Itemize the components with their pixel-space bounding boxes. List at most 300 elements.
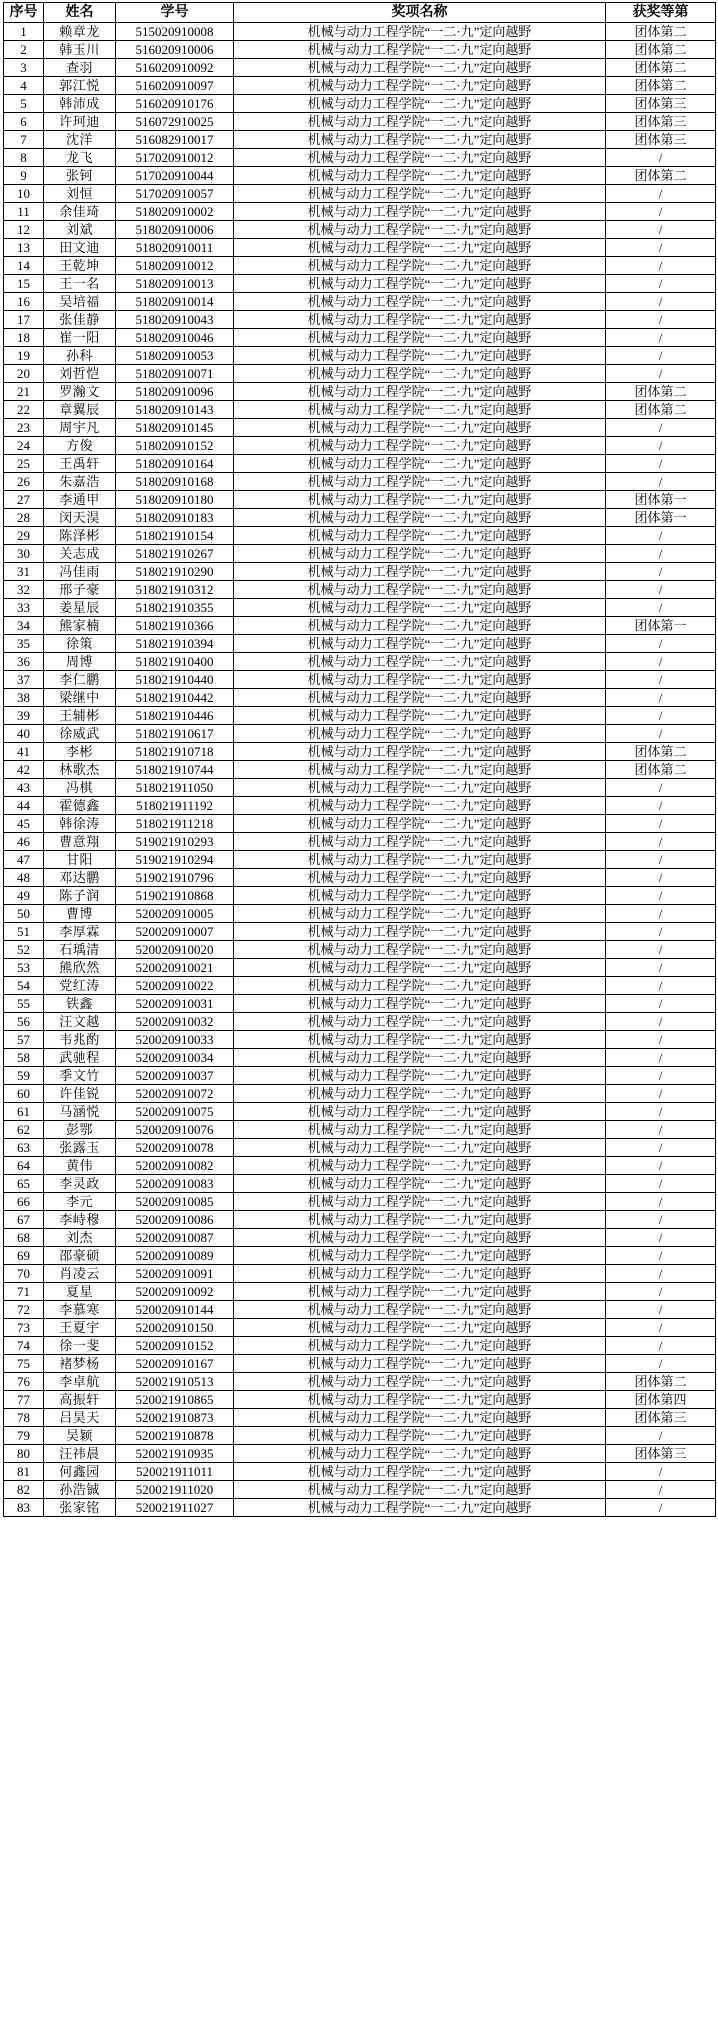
cell-name: 邵豪硕 — [44, 1247, 116, 1265]
table-row — [4, 851, 716, 869]
cell-award-rank: / — [606, 887, 716, 905]
cell-name: 吕昊天 — [44, 1409, 116, 1427]
cell-award-name: 机械与动力工程学院“一二·九”定向越野 — [234, 1319, 606, 1337]
cell-award-name: 机械与动力工程学院“一二·九”定向越野 — [234, 131, 606, 149]
cell-student-id: 518020910011 — [116, 239, 234, 257]
cell-award-rank: / — [606, 1355, 716, 1373]
cell-award-name: 机械与动力工程学院“一二·九”定向越野 — [234, 1085, 606, 1103]
cell-award-rank: / — [606, 545, 716, 563]
cell-name: 陈子润 — [44, 887, 116, 905]
cell-award-rank: / — [606, 689, 716, 707]
cell-seq: 56 — [4, 1013, 44, 1031]
cell-student-id: 518021910400 — [116, 653, 234, 671]
table-row — [4, 149, 716, 167]
cell-award-rank: / — [606, 1049, 716, 1067]
cell-award-rank: / — [606, 923, 716, 941]
column-header-seq: 序号 — [4, 3, 44, 23]
cell-name: 邓达鹏 — [44, 869, 116, 887]
table-row — [4, 1265, 716, 1283]
cell-student-id: 518021910267 — [116, 545, 234, 563]
cell-seq: 12 — [4, 221, 44, 239]
cell-name: 刘杰 — [44, 1229, 116, 1247]
cell-student-id: 518020910046 — [116, 329, 234, 347]
cell-name: 韦兆酌 — [44, 1031, 116, 1049]
cell-award-rank: / — [606, 527, 716, 545]
cell-award-name: 机械与动力工程学院“一二·九”定向越野 — [234, 941, 606, 959]
cell-award-rank: / — [606, 311, 716, 329]
table-row — [4, 275, 716, 293]
cell-award-name: 机械与动力工程学院“一二·九”定向越野 — [234, 1427, 606, 1445]
cell-award-name: 机械与动力工程学院“一二·九”定向越野 — [234, 707, 606, 725]
cell-seq: 1 — [4, 23, 44, 41]
cell-award-name: 机械与动力工程学院“一二·九”定向越野 — [234, 1283, 606, 1301]
table-row — [4, 185, 716, 203]
cell-name: 龙飞 — [44, 149, 116, 167]
cell-award-rank: / — [606, 653, 716, 671]
cell-award-rank: / — [606, 1085, 716, 1103]
table-row — [4, 1499, 716, 1517]
cell-award-name: 机械与动力工程学院“一二·九”定向越野 — [234, 455, 606, 473]
cell-award-rank: / — [606, 275, 716, 293]
cell-name: 梁继中 — [44, 689, 116, 707]
cell-award-name: 机械与动力工程学院“一二·九”定向越野 — [234, 113, 606, 131]
cell-student-id: 515020910008 — [116, 23, 234, 41]
cell-award-rank: 团体第二 — [606, 761, 716, 779]
cell-award-name: 机械与动力工程学院“一二·九”定向越野 — [234, 923, 606, 941]
cell-seq: 24 — [4, 437, 44, 455]
cell-award-name: 机械与动力工程学院“一二·九”定向越野 — [234, 1391, 606, 1409]
cell-seq: 5 — [4, 95, 44, 113]
cell-seq: 26 — [4, 473, 44, 491]
cell-name: 余佳琦 — [44, 203, 116, 221]
cell-award-name: 机械与动力工程学院“一二·九”定向越野 — [234, 1031, 606, 1049]
cell-name: 韩沛成 — [44, 95, 116, 113]
cell-award-name: 机械与动力工程学院“一二·九”定向越野 — [234, 761, 606, 779]
cell-student-id: 518020910143 — [116, 401, 234, 419]
cell-name: 陈泽彬 — [44, 527, 116, 545]
cell-award-name: 机械与动力工程学院“一二·九”定向越野 — [234, 95, 606, 113]
cell-award-name: 机械与动力工程学院“一二·九”定向越野 — [234, 1481, 606, 1499]
cell-award-name: 机械与动力工程学院“一二·九”定向越野 — [234, 1049, 606, 1067]
cell-award-name: 机械与动力工程学院“一二·九”定向越野 — [234, 59, 606, 77]
cell-student-id: 520020910072 — [116, 1085, 234, 1103]
cell-award-name: 机械与动力工程学院“一二·九”定向越野 — [234, 1499, 606, 1517]
cell-student-id: 516020910006 — [116, 41, 234, 59]
cell-name: 党红涛 — [44, 977, 116, 995]
cell-award-rank: / — [606, 1067, 716, 1085]
cell-award-name: 机械与动力工程学院“一二·九”定向越野 — [234, 1067, 606, 1085]
cell-student-id: 518020910183 — [116, 509, 234, 527]
cell-award-rank: 团体第二 — [606, 383, 716, 401]
cell-seq: 78 — [4, 1409, 44, 1427]
cell-seq: 66 — [4, 1193, 44, 1211]
cell-student-id: 516082910017 — [116, 131, 234, 149]
table-row — [4, 455, 716, 473]
cell-award-name: 机械与动力工程学院“一二·九”定向越野 — [234, 797, 606, 815]
cell-award-rank: / — [606, 1247, 716, 1265]
cell-student-id: 518021910394 — [116, 635, 234, 653]
cell-award-rank: / — [606, 1283, 716, 1301]
cell-name: 周宇凡 — [44, 419, 116, 437]
table-row — [4, 41, 716, 59]
cell-seq: 44 — [4, 797, 44, 815]
cell-seq: 63 — [4, 1139, 44, 1157]
cell-name: 何鑫园 — [44, 1463, 116, 1481]
cell-award-name: 机械与动力工程学院“一二·九”定向越野 — [234, 851, 606, 869]
cell-student-id: 520020910167 — [116, 1355, 234, 1373]
cell-award-rank: / — [606, 815, 716, 833]
cell-award-name: 机械与动力工程学院“一二·九”定向越野 — [234, 77, 606, 95]
cell-award-name: 机械与动力工程学院“一二·九”定向越野 — [234, 473, 606, 491]
table-row — [4, 77, 716, 95]
table-header-row — [4, 3, 716, 23]
cell-award-rank: / — [606, 1265, 716, 1283]
table-row — [4, 437, 716, 455]
table-row — [4, 1427, 716, 1445]
cell-name: 许珂迪 — [44, 113, 116, 131]
cell-name: 关志成 — [44, 545, 116, 563]
cell-award-name: 机械与动力工程学院“一二·九”定向越野 — [234, 1463, 606, 1481]
cell-award-rank: / — [606, 1427, 716, 1445]
cell-seq: 55 — [4, 995, 44, 1013]
cell-student-id: 518021911050 — [116, 779, 234, 797]
cell-student-id: 518020910002 — [116, 203, 234, 221]
table-row — [4, 599, 716, 617]
cell-award-name: 机械与动力工程学院“一二·九”定向越野 — [234, 1103, 606, 1121]
cell-seq: 61 — [4, 1103, 44, 1121]
table-row — [4, 509, 716, 527]
cell-name: 王夏宇 — [44, 1319, 116, 1337]
cell-seq: 60 — [4, 1085, 44, 1103]
table-row — [4, 635, 716, 653]
cell-award-rank: / — [606, 797, 716, 815]
cell-award-rank: / — [606, 635, 716, 653]
cell-award-name: 机械与动力工程学院“一二·九”定向越野 — [234, 887, 606, 905]
cell-award-rank: / — [606, 257, 716, 275]
cell-award-rank: / — [606, 239, 716, 257]
cell-student-id: 520020910075 — [116, 1103, 234, 1121]
table-row — [4, 905, 716, 923]
cell-award-name: 机械与动力工程学院“一二·九”定向越野 — [234, 635, 606, 653]
cell-name: 李厚霖 — [44, 923, 116, 941]
cell-award-name: 机械与动力工程学院“一二·九”定向越野 — [234, 221, 606, 239]
cell-name: 刘哲恺 — [44, 365, 116, 383]
cell-award-name: 机械与动力工程学院“一二·九”定向越野 — [234, 545, 606, 563]
table-row — [4, 1283, 716, 1301]
table-row — [4, 1175, 716, 1193]
cell-name: 石瑀清 — [44, 941, 116, 959]
table-row — [4, 527, 716, 545]
cell-name: 姜星辰 — [44, 599, 116, 617]
cell-award-name: 机械与动力工程学院“一二·九”定向越野 — [234, 293, 606, 311]
cell-award-rank: / — [606, 185, 716, 203]
cell-student-id: 520021910865 — [116, 1391, 234, 1409]
cell-name: 闵天淏 — [44, 509, 116, 527]
table-row — [4, 1103, 716, 1121]
cell-name: 霍德鑫 — [44, 797, 116, 815]
cell-award-rank: / — [606, 1121, 716, 1139]
cell-award-name: 机械与动力工程学院“一二·九”定向越野 — [234, 1265, 606, 1283]
cell-seq: 27 — [4, 491, 44, 509]
cell-award-name: 机械与动力工程学院“一二·九”定向越野 — [234, 1373, 606, 1391]
cell-award-name: 机械与动力工程学院“一二·九”定向越野 — [234, 1355, 606, 1373]
cell-seq: 35 — [4, 635, 44, 653]
cell-seq: 58 — [4, 1049, 44, 1067]
cell-seq: 59 — [4, 1067, 44, 1085]
cell-student-id: 520020910005 — [116, 905, 234, 923]
table-row — [4, 653, 716, 671]
cell-award-rank: / — [606, 1499, 716, 1517]
table-row — [4, 689, 716, 707]
cell-award-rank: 团体第一 — [606, 491, 716, 509]
cell-name: 李峙穆 — [44, 1211, 116, 1229]
cell-award-rank: / — [606, 599, 716, 617]
cell-name: 章翼辰 — [44, 401, 116, 419]
cell-student-id: 518020910043 — [116, 311, 234, 329]
cell-award-rank: / — [606, 1463, 716, 1481]
table-row — [4, 923, 716, 941]
cell-name: 田文迪 — [44, 239, 116, 257]
cell-seq: 65 — [4, 1175, 44, 1193]
table-row — [4, 959, 716, 977]
cell-award-name: 机械与动力工程学院“一二·九”定向越野 — [234, 599, 606, 617]
cell-name: 韩徐涛 — [44, 815, 116, 833]
cell-award-name: 机械与动力工程学院“一二·九”定向越野 — [234, 419, 606, 437]
cell-seq: 69 — [4, 1247, 44, 1265]
cell-award-name: 机械与动力工程学院“一二·九”定向越野 — [234, 275, 606, 293]
cell-name: 许佳锐 — [44, 1085, 116, 1103]
cell-award-rank: / — [606, 365, 716, 383]
cell-award-rank: 团体第二 — [606, 23, 716, 41]
table-row — [4, 1211, 716, 1229]
table-row — [4, 1391, 716, 1409]
cell-award-name: 机械与动力工程学院“一二·九”定向越野 — [234, 1301, 606, 1319]
cell-name: 曹博 — [44, 905, 116, 923]
cell-student-id: 516020910092 — [116, 59, 234, 77]
cell-name: 徐一斐 — [44, 1337, 116, 1355]
cell-student-id: 518020910014 — [116, 293, 234, 311]
table-row — [4, 869, 716, 887]
table-row — [4, 329, 716, 347]
cell-seq: 46 — [4, 833, 44, 851]
table-row — [4, 797, 716, 815]
cell-seq: 10 — [4, 185, 44, 203]
cell-name: 高振轩 — [44, 1391, 116, 1409]
cell-award-name: 机械与动力工程学院“一二·九”定向越野 — [234, 653, 606, 671]
cell-student-id: 520020910034 — [116, 1049, 234, 1067]
cell-name: 季文竹 — [44, 1067, 116, 1085]
cell-award-name: 机械与动力工程学院“一二·九”定向越野 — [234, 779, 606, 797]
cell-student-id: 520020910144 — [116, 1301, 234, 1319]
table-row — [4, 293, 716, 311]
cell-student-id: 520020910085 — [116, 1193, 234, 1211]
table-row — [4, 1409, 716, 1427]
cell-award-rank: 团体第三 — [606, 131, 716, 149]
cell-name: 汪祎晨 — [44, 1445, 116, 1463]
cell-seq: 47 — [4, 851, 44, 869]
cell-award-name: 机械与动力工程学院“一二·九”定向越野 — [234, 527, 606, 545]
table-row — [4, 1229, 716, 1247]
cell-student-id: 520020910089 — [116, 1247, 234, 1265]
cell-award-name: 机械与动力工程学院“一二·九”定向越野 — [234, 1409, 606, 1427]
cell-name: 李灵政 — [44, 1175, 116, 1193]
cell-name: 张钶 — [44, 167, 116, 185]
cell-award-rank: / — [606, 1175, 716, 1193]
cell-student-id: 518021910440 — [116, 671, 234, 689]
table-row — [4, 59, 716, 77]
table-row — [4, 761, 716, 779]
table-row — [4, 167, 716, 185]
cell-award-rank: / — [606, 563, 716, 581]
table-row — [4, 401, 716, 419]
cell-award-rank: 团体第三 — [606, 95, 716, 113]
cell-seq: 64 — [4, 1157, 44, 1175]
table-row — [4, 1085, 716, 1103]
cell-seq: 19 — [4, 347, 44, 365]
cell-seq: 31 — [4, 563, 44, 581]
cell-award-rank: / — [606, 347, 716, 365]
cell-student-id: 518020910145 — [116, 419, 234, 437]
table-row — [4, 545, 716, 563]
cell-name: 吴培福 — [44, 293, 116, 311]
cell-award-rank: / — [606, 221, 716, 239]
cell-seq: 41 — [4, 743, 44, 761]
cell-award-name: 机械与动力工程学院“一二·九”定向越野 — [234, 41, 606, 59]
cell-award-rank: / — [606, 851, 716, 869]
table-row — [4, 1157, 716, 1175]
table-row — [4, 23, 716, 41]
table-row — [4, 311, 716, 329]
cell-student-id: 520020910020 — [116, 941, 234, 959]
cell-award-rank: / — [606, 1319, 716, 1337]
cell-name: 徐策 — [44, 635, 116, 653]
cell-seq: 50 — [4, 905, 44, 923]
cell-student-id: 518021911192 — [116, 797, 234, 815]
cell-award-rank: 团体第二 — [606, 59, 716, 77]
table-row — [4, 977, 716, 995]
cell-student-id: 520020910031 — [116, 995, 234, 1013]
cell-name: 夏星 — [44, 1283, 116, 1301]
cell-seq: 17 — [4, 311, 44, 329]
table-row — [4, 1301, 716, 1319]
cell-seq: 28 — [4, 509, 44, 527]
cell-award-name: 机械与动力工程学院“一二·九”定向越野 — [234, 959, 606, 977]
table-row — [4, 491, 716, 509]
cell-seq: 8 — [4, 149, 44, 167]
cell-award-rank: / — [606, 905, 716, 923]
cell-name: 冯佳雨 — [44, 563, 116, 581]
cell-name: 汪文越 — [44, 1013, 116, 1031]
cell-student-id: 520021911011 — [116, 1463, 234, 1481]
cell-award-name: 机械与动力工程学院“一二·九”定向越野 — [234, 509, 606, 527]
cell-award-name: 机械与动力工程学院“一二·九”定向越野 — [234, 185, 606, 203]
cell-seq: 67 — [4, 1211, 44, 1229]
cell-name: 张佳静 — [44, 311, 116, 329]
cell-award-rank: / — [606, 419, 716, 437]
cell-seq: 81 — [4, 1463, 44, 1481]
cell-seq: 38 — [4, 689, 44, 707]
cell-award-rank: / — [606, 1013, 716, 1031]
cell-award-rank: / — [606, 1193, 716, 1211]
cell-award-rank: / — [606, 149, 716, 167]
cell-name: 冯棋 — [44, 779, 116, 797]
table-row — [4, 563, 716, 581]
cell-award-rank: 团体第三 — [606, 1409, 716, 1427]
cell-award-name: 机械与动力工程学院“一二·九”定向越野 — [234, 725, 606, 743]
cell-award-name: 机械与动力工程学院“一二·九”定向越野 — [234, 1337, 606, 1355]
cell-student-id: 516020910176 — [116, 95, 234, 113]
cell-student-id: 516072910025 — [116, 113, 234, 131]
column-header-award-name: 奖项名称 — [234, 3, 606, 23]
cell-award-rank: / — [606, 833, 716, 851]
cell-name: 赖章龙 — [44, 23, 116, 41]
cell-award-rank: / — [606, 455, 716, 473]
cell-student-id: 518020910006 — [116, 221, 234, 239]
cell-student-id: 520021911020 — [116, 1481, 234, 1499]
cell-name: 吴颖 — [44, 1427, 116, 1445]
cell-name: 彭鄂 — [44, 1121, 116, 1139]
cell-student-id: 520021910878 — [116, 1427, 234, 1445]
table-row — [4, 239, 716, 257]
cell-seq: 20 — [4, 365, 44, 383]
cell-award-name: 机械与动力工程学院“一二·九”定向越野 — [234, 1175, 606, 1193]
cell-seq: 14 — [4, 257, 44, 275]
cell-seq: 11 — [4, 203, 44, 221]
table-row — [4, 365, 716, 383]
cell-student-id: 520020910092 — [116, 1283, 234, 1301]
cell-award-rank: / — [606, 293, 716, 311]
cell-name: 王禹轩 — [44, 455, 116, 473]
cell-award-name: 机械与动力工程学院“一二·九”定向越野 — [234, 1445, 606, 1463]
cell-award-rank: / — [606, 779, 716, 797]
table-row — [4, 617, 716, 635]
table-row — [4, 995, 716, 1013]
cell-name: 郭江悦 — [44, 77, 116, 95]
cell-name: 甘阳 — [44, 851, 116, 869]
cell-student-id: 520020910032 — [116, 1013, 234, 1031]
cell-name: 褚梦杨 — [44, 1355, 116, 1373]
cell-award-rank: / — [606, 1103, 716, 1121]
cell-student-id: 520020910152 — [116, 1337, 234, 1355]
table-row — [4, 257, 716, 275]
table-row — [4, 1067, 716, 1085]
table-row — [4, 95, 716, 113]
cell-student-id: 518020910053 — [116, 347, 234, 365]
cell-award-rank: / — [606, 473, 716, 491]
cell-student-id: 517020910057 — [116, 185, 234, 203]
cell-student-id: 518020910096 — [116, 383, 234, 401]
cell-student-id: 518021910442 — [116, 689, 234, 707]
cell-student-id: 518021910290 — [116, 563, 234, 581]
cell-name: 王乾坤 — [44, 257, 116, 275]
cell-student-id: 520021910873 — [116, 1409, 234, 1427]
cell-student-id: 520020910083 — [116, 1175, 234, 1193]
table-row — [4, 221, 716, 239]
cell-seq: 54 — [4, 977, 44, 995]
cell-student-id: 520020910078 — [116, 1139, 234, 1157]
cell-seq: 43 — [4, 779, 44, 797]
cell-student-id: 517020910012 — [116, 149, 234, 167]
cell-award-rank: 团体第三 — [606, 113, 716, 131]
cell-seq: 40 — [4, 725, 44, 743]
cell-student-id: 520020910007 — [116, 923, 234, 941]
cell-seq: 29 — [4, 527, 44, 545]
cell-name: 马涵悦 — [44, 1103, 116, 1121]
cell-seq: 6 — [4, 113, 44, 131]
cell-seq: 3 — [4, 59, 44, 77]
cell-seq: 79 — [4, 1427, 44, 1445]
cell-award-name: 机械与动力工程学院“一二·九”定向越野 — [234, 311, 606, 329]
